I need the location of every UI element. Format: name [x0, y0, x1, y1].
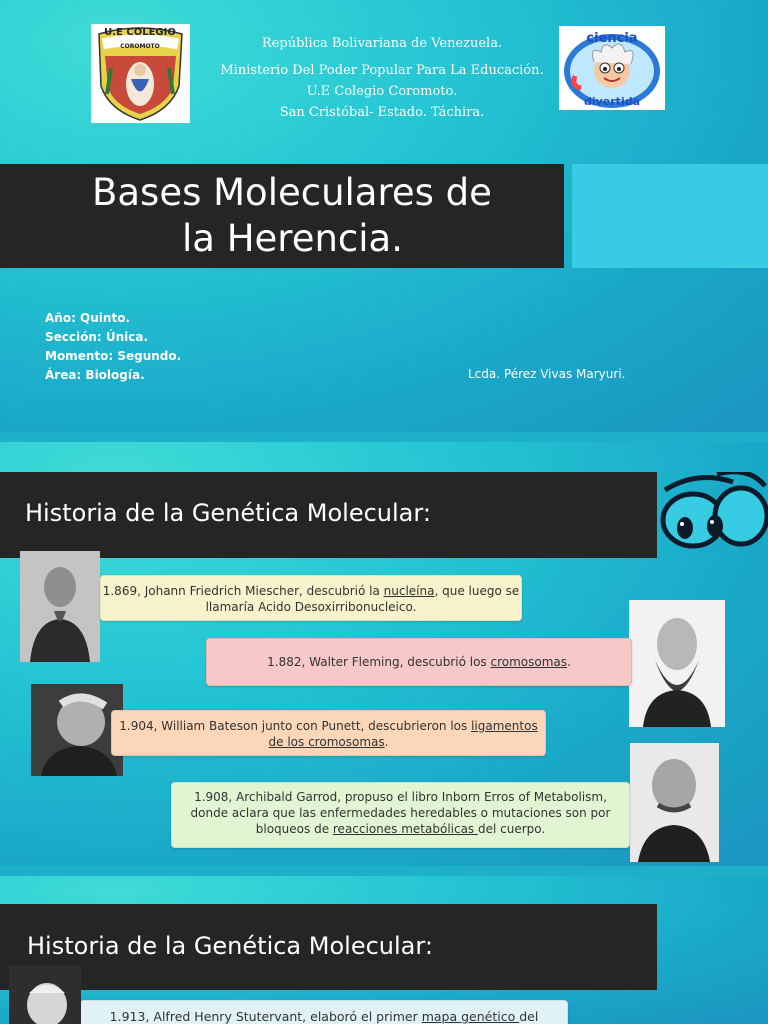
header-line-3: U.E Colegio Coromoto. [306, 84, 458, 99]
slide-history-2 [0, 876, 768, 1024]
item-text-pre: 1.904, William Bateson junto con Punett, descubrieron los [119, 719, 472, 733]
portrait-garrod [630, 743, 719, 862]
ciencia-divertida-logo [559, 26, 665, 110]
meta-area: Área: Biología. [45, 368, 145, 382]
item-text-pre: 1.913, Alfred Henry Stutervant, elaboró el primer [109, 1009, 422, 1024]
section-title: Historia de la Genética Molecular: [25, 499, 431, 527]
portrait-bateson [31, 684, 123, 776]
header-line-2: Ministerio Del Poder Popular Para La Educación. [220, 63, 544, 78]
timeline-item-1869 [100, 575, 522, 621]
header-line-1: República Bolivariana de Venezuela. [261, 36, 503, 51]
logo-band-text: COROMOTO [120, 43, 160, 50]
portrait-miescher [20, 551, 100, 662]
item-text-post: del [519, 1009, 539, 1024]
item-text-pre: 1.908, Archibald Garrod, propuso el libro Inborn Erros of Metabolism, donde aclara que las enfermedades heredables o mutaciones son por bloqueos de [190, 790, 611, 836]
header-line-4: San Cristóbal- Estado. Táchira. [279, 105, 485, 120]
cartoon-scientist-icon [559, 26, 665, 110]
logo-top-text: U.E COLEGIO [104, 27, 176, 38]
timeline-item-1882 [206, 638, 632, 686]
item-text-post: . [567, 655, 571, 669]
logo-ciencia-text: ciencia [586, 31, 638, 46]
item-text-post: . [384, 735, 389, 749]
teacher-name: Lcda. Pérez Vivas Maryuri. [468, 367, 626, 381]
school-logo [91, 24, 190, 123]
timeline-item-1913 [80, 1000, 568, 1024]
item-text-post: del cuerpo. [478, 822, 546, 836]
link-cromosomas[interactable]: cromosomas [490, 655, 568, 669]
timeline-item-1908 [171, 782, 630, 848]
section-title-bar [0, 472, 657, 558]
link-ligamentos[interactable]: ligamentos de los cromosomas [268, 719, 538, 749]
item-text-pre: 1.869, Johann Friedrich Miescher, descubrió la [102, 584, 384, 598]
slide-cover [0, 0, 768, 432]
main-title-line-2: la Herencia. [182, 217, 403, 260]
slide-history-1 [0, 442, 768, 866]
meta-moment: Momento: Segundo. [45, 349, 182, 363]
cartoon-eyes-icon [657, 472, 768, 558]
meta-section: Sección: Única. [45, 330, 149, 344]
eyes-area [657, 472, 768, 558]
link-reacciones[interactable]: reacciones metabólicas [332, 822, 478, 836]
link-nucleina[interactable]: nucleína [383, 584, 435, 598]
logo-divertida-text: divertida [583, 95, 641, 108]
link-mapa-genetico[interactable]: mapa genético [421, 1009, 520, 1024]
item-text-post: , que luego se llamaría Acido Desoxirribonucleico. [205, 584, 520, 614]
section-title: Historia de la Genética Molecular: [27, 932, 433, 960]
timeline-item-1904 [111, 710, 546, 756]
main-title-line-1: Bases Moleculares de [92, 171, 492, 214]
portrait-sturtevant [9, 965, 81, 1024]
accent-block [572, 164, 768, 268]
title-bar [0, 164, 564, 268]
portrait-fleming [629, 600, 725, 727]
section-title-bar [0, 904, 657, 990]
school-crest-icon [91, 24, 190, 123]
meta-year: Año: Quinto. [45, 311, 130, 325]
item-text-pre: 1.882, Walter Fleming, descubrió los [267, 655, 491, 669]
